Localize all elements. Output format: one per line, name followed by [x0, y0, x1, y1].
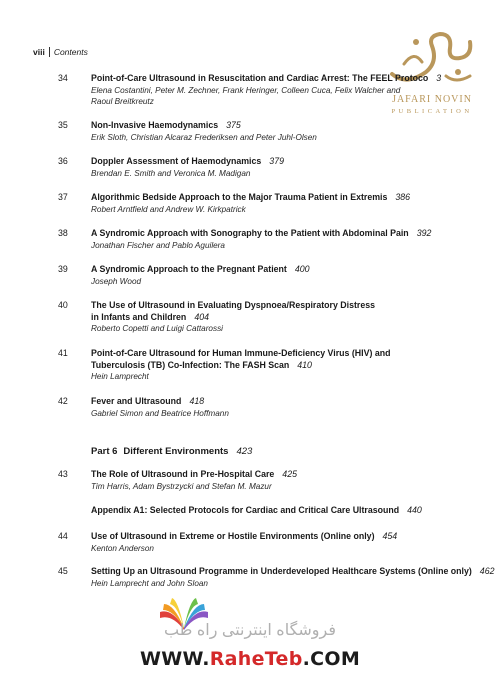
chapter-authors: Roberto Copetti and Luigi Cattarossi [91, 324, 223, 333]
chapter-title-text: Non-Invasive Haemodynamics [91, 120, 219, 130]
chapter-title-text: Tuberculosis (TB) Co-Infection: The FASH Scan [91, 359, 290, 370]
chapter-authors: Gabriel Simon and Beatrice Hoffmann [91, 408, 229, 418]
chapter-authors: Hein Lamprecht and John Sloan [91, 578, 208, 588]
chapter-authors: Joseph Wood [91, 276, 142, 286]
url-brand: RaheTeb [209, 648, 303, 670]
chapter-title-text: A Syndromic Approach with Sonography to the Patient with Abdominal Pain [91, 228, 409, 238]
chapter-number: 43 [58, 469, 68, 479]
chapter-title-text: A Syndromic Approach to the Pregnant Patient [91, 264, 287, 274]
chapter-title-text: Algorithmic Bedside Approach to the Major Trauma Patient in Extremis [91, 192, 388, 202]
chapter-title-text: Point-of-Care Ultrasound in Resuscitation and Cardiac Arrest: The FEEL Protoco [91, 73, 429, 83]
chapter-authors: Kenton Anderson [91, 543, 154, 553]
url-prefix: WWW. [139, 648, 210, 670]
chapter-number: 34 [58, 73, 68, 83]
chapter-page: 392 [416, 228, 432, 238]
chapter-title [91, 396, 431, 408]
chapter-title-text: The Use of Ultrasound in Evaluating Dyspnoea/Respiratory Distress [91, 300, 376, 310]
chapter-number: 41 [58, 348, 68, 358]
chapter-page: 418 [189, 396, 205, 406]
url-suffix: .COM [302, 648, 361, 670]
chapter-page: 375 [226, 120, 241, 130]
chapter-title-text: Doppler Assessment of Haemodynamics [91, 156, 262, 166]
chapter-title [91, 73, 442, 85]
chapter-page: 425 [282, 469, 297, 479]
chapter-page: 440 [407, 505, 422, 515]
chapter-title [91, 156, 431, 168]
chapter-number: 38 [58, 228, 68, 238]
publisher-subtitle: PUBLICATION [391, 108, 473, 115]
chapter-title-text: Appendix A1: Selected Protocols for Cardiac and Critical Care Ultrasound [91, 505, 400, 515]
store-watermark [0, 596, 500, 700]
chapter-page: 3 [436, 73, 442, 83]
chapter-page: 404 [194, 311, 209, 322]
page-number: viii [33, 47, 50, 57]
store-url [0, 648, 500, 670]
chapter-title-text: Use of Ultrasound in Extreme or Hostile Environments (Online only) [91, 531, 375, 541]
chapter-page: 454 [382, 531, 398, 541]
chapter-title-text: in Infants and Children [91, 311, 187, 322]
chapter-title [91, 505, 431, 517]
chapter-number: 45 [58, 566, 68, 576]
chapter-page: 386 [395, 192, 411, 202]
chapter-title [91, 228, 431, 240]
chapter-title [91, 300, 431, 312]
chapter-number: 37 [58, 192, 68, 202]
chapter-page: 462 [479, 566, 495, 576]
chapter-number: 40 [58, 300, 68, 310]
chapter-number: 39 [58, 264, 68, 274]
chapter-authors: Jonathan Fischer and Pablo Aguilera [91, 240, 225, 250]
chapter-authors: Robert Arntfield and Andrew W. Kirkpatrick [91, 204, 246, 214]
chapter-number: 36 [58, 156, 68, 166]
chapter-title-text: Fever and Ultrasound [91, 396, 182, 406]
chapter-title [91, 531, 431, 543]
chapter-title-text: The Role of Ultrasound in Pre-Hospital Care [91, 469, 275, 479]
chapter-authors: Hein Lamprecht [91, 372, 149, 381]
chapter-title [91, 312, 431, 324]
chapter-title [91, 360, 431, 372]
publisher-name: JAFARI NOVIN [392, 94, 472, 105]
part-heading [91, 446, 252, 457]
store-name: فروشگاه اینترنتی راه طب [163, 622, 337, 639]
chapter-authors: Brendan E. Smith and Veronica M. Madigan [91, 168, 251, 178]
chapter-title [91, 469, 431, 481]
chapter-authors: Erik Sloth, Christian Alcaraz Frederiksen and Peter Juhl-Olsen [91, 132, 317, 142]
part-label: Part 6 [91, 446, 118, 457]
chapter-authors: Raoul Breitkreutz [91, 96, 154, 106]
chapter-title [91, 264, 431, 276]
chapter-page: 400 [294, 264, 310, 274]
chapter-title-text: Setting Up an Ultrasound Programme in Underdeveloped Healthcare Systems (Online only) [91, 566, 472, 576]
chapter-number: 42 [58, 396, 68, 406]
chapter-title [91, 192, 431, 204]
chapter-page: 379 [269, 156, 284, 166]
chapter-title [91, 566, 495, 578]
chapter-authors: Tim Harris, Adam Bystrzycki and Stefan M. Mazur [91, 481, 272, 491]
chapter-title [91, 348, 431, 360]
chapter-title-text: Point-of-Care Ultrasound for Human Immune-Deficiency Virus (HIV) and [91, 348, 391, 358]
chapter-authors: Elena Costantini, Peter M. Zechner, Frank Heringer, Colleen Cuca, Felix Walcher and [91, 85, 401, 95]
chapter-page: 410 [297, 359, 312, 370]
chapter-number: 44 [58, 531, 68, 541]
chapter-title [91, 120, 431, 132]
section-label: Contents [53, 47, 88, 57]
part-title: Different Environments [123, 446, 229, 457]
part-page: 423 [236, 446, 253, 457]
chapter-number: 35 [58, 120, 68, 130]
